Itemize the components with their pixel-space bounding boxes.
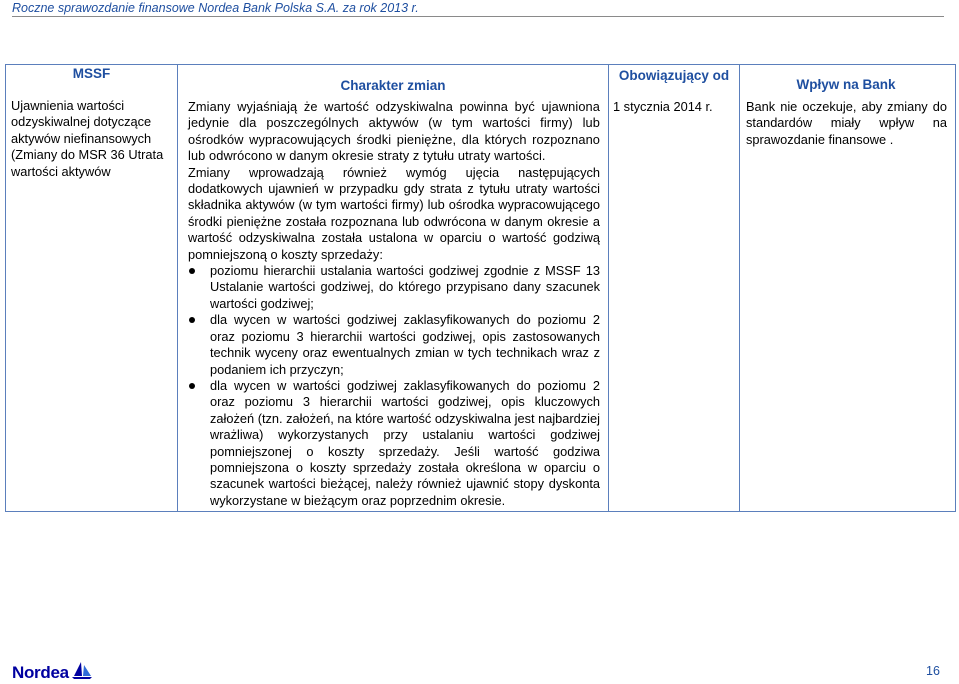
column-header-changes: Charakter zmian [340,78,446,93]
column-divider [739,64,740,512]
page-number: 16 [926,664,940,678]
change-body-paragraph: Zmiany wprowadzają również wymóg ujęcia następujących dodatkowych ujawnień w przypadku gdy strata z tytułu utraty wartości składnika aktywów (w tym wartości firmy) lub ośrodka wypracowującego środki pieniężne została rozpoznana lub odwrócona w danym okresie a wartość odzyskiwalna została ustalona w oparciu o wartość godziwą pomniejszoną o koszty sprzedaży: [188,164,600,262]
impact-on-bank: Bank nie oczekuje, aby zmiany do standardów miały wpływ na sprawozdanie finansowe . [746,99,947,147]
header-divider [12,16,944,17]
disclosure-list [188,263,600,509]
bullet-icon [189,383,195,389]
sailboat-icon [71,660,93,680]
list-item [188,378,600,509]
change-description [188,99,600,509]
column-header-effective-from: Obowiązujący od [618,68,730,83]
list-item-text: poziomu hierarchii ustalania wartości godziwej zgodnie z MSSF 13 Ustalanie wartości godziwej, do którego przypisano dany szacunek wartości godziwej; [210,263,600,311]
list-item-text: dla wycen w wartości godziwej zaklasyfikowanych do poziomu 2 oraz poziomu 3 hierarchii wartości godziwej, opis zastosowanych technik wyceny oraz ewentualnych zmian w tych technikach wraz z podaniem ich przyczyn; [210,312,600,377]
bullet-icon [189,268,195,274]
mssf-standard-name: Ujawnienia wartości odzyskiwalnej dotyczące aktywów niefinansowych (Zmiany do MSR 36 Utrata wartości aktywów [11,98,164,179]
column-header-impact: Wpływ na Bank [796,77,896,92]
document-header-title: Roczne sprawozdanie finansowe Nordea Bank Polska S.A. za rok 2013 r. [12,1,419,15]
list-item-text: dla wycen w wartości godziwej zaklasyfikowanych do poziomu 2 oraz poziomu 3 hierarchii wartości godziwej, opis kluczowych założeń (tzn. założeń, na które wartość odzyskiwalna jest najbardziej wrażliwa) wykorzystanych przy ustalaniu wartości godziwej pomniejszonej o koszty sprzedaży. Jeśli wartość godziwa pomniejszona o koszty sprzedaży została określona w oparciu o szacunek wartości bieżącej, należy również ujawnić stopy dyskonta wykorzystane w bieżącym oraz poprzednim okresie. [210,377,600,508]
nordea-logo [12,663,93,683]
column-header-mssf: MSSF [72,66,111,81]
change-intro-paragraph: Zmiany wyjaśniają że wartość odzyskiwalna powinna być ujawniona jedynie dla poszczególnych aktywów (w tym wartości firmy) lub ośrodków wypracowujących środki pieniężne, dla których rozpoznano lub odwrócono w danym okresie straty z tytułu utraty wartości. [188,99,600,164]
list-item [188,312,600,378]
effective-date: 1 stycznia 2014 r. [613,99,713,114]
column-divider [177,64,178,512]
bullet-icon [189,317,195,323]
logo-wordmark: Nordea [12,663,69,682]
list-item [188,263,600,312]
column-divider [608,64,609,512]
